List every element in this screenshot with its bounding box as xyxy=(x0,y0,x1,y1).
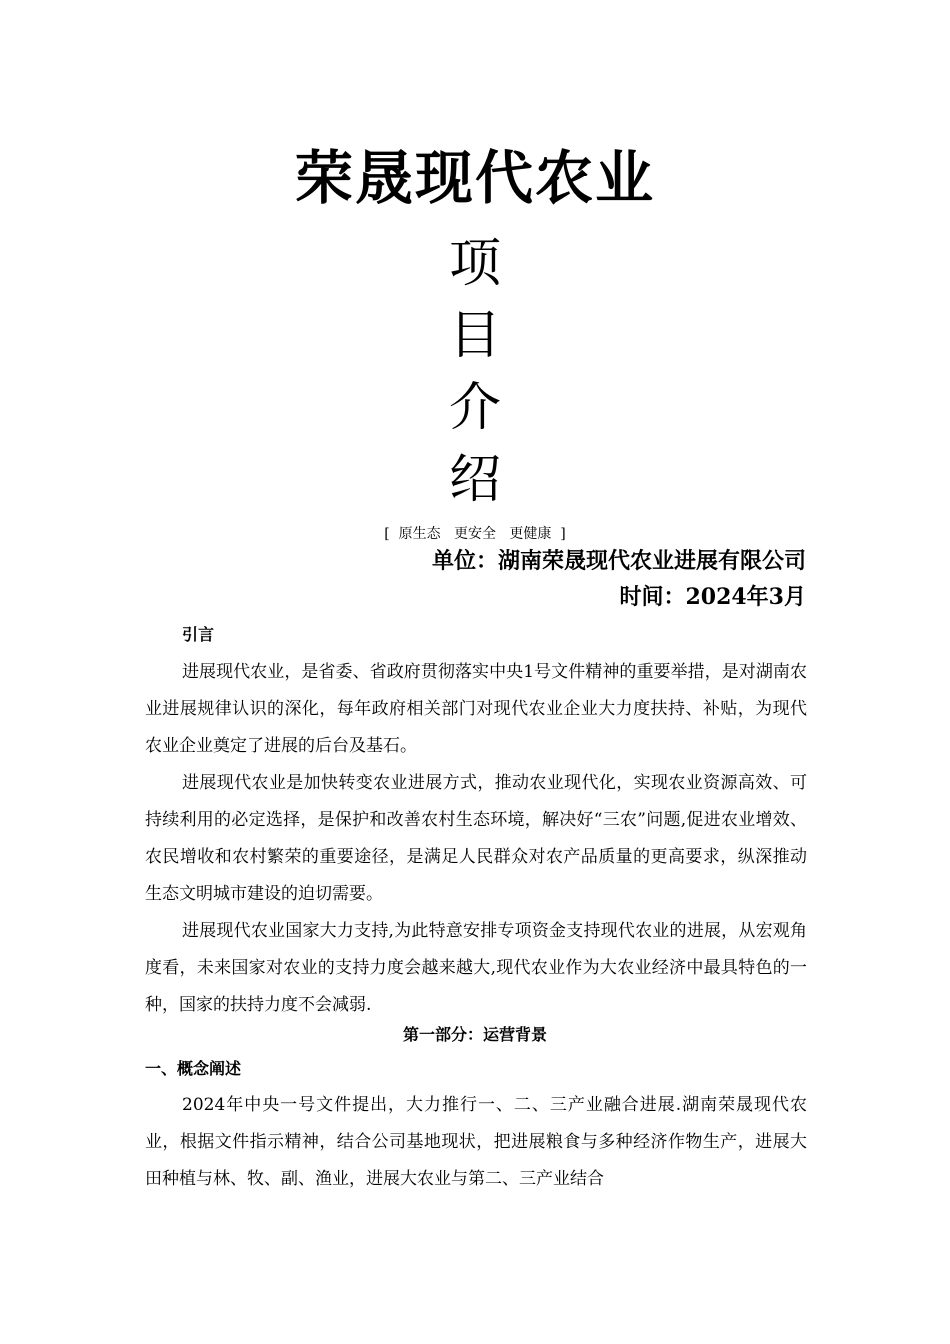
part-heading: 第一部分：运营背景 xyxy=(402,1025,547,1044)
subtitle-char: 介 xyxy=(448,378,501,438)
subtitle-char: 目 xyxy=(448,306,501,366)
intro-paragraph: 进展现代农业国家大力支持,为此特意安排专项资金支持现代农业的进展，从宏观角度看，未来国家对农业的支持力度会越来越大,现代农业作为大农业经济中最具特色的一种，国家的扶持力度不会减弱. xyxy=(145,921,807,1015)
subtitle-char: 绍 xyxy=(448,450,501,510)
subtitle-char: 项 xyxy=(448,234,501,294)
document-date: 时间：2024年3月 xyxy=(619,584,806,610)
slogan: [ 原生态 更安全 更健康 ] xyxy=(384,526,566,542)
intro-heading: 引言 xyxy=(182,625,215,644)
intro-paragraph: 进展现代农业，是省委、省政府贯彻落实中央1号文件精神的重要举措，是对湖南农业进展规律认识的深化，每年政府相关部门对现代农业企业大力度扶持、补贴，为现代农业企业奠定了进展的后台及基石。 xyxy=(145,662,807,756)
section-paragraph: 2024年中央一号文件提出，大力推行一、二、三产业融合进展.湖南荣晟现代农业，根据文件指示精神，结合公司基地现状，把进展粮食与多种经济作物生产，进展大田种植与林、牧、副、渔业，进展大农业与第二、三产业结合 xyxy=(145,1095,807,1189)
company-unit: 单位：湖南荣晟现代农业进展有限公司 xyxy=(431,548,806,574)
section-heading: 一、概念阐述 xyxy=(145,1059,242,1078)
intro-paragraph: 进展现代农业是加快转变农业进展方式，推动农业现代化，实现农业资源高效、可持续利用的必定选择，是保护和改善农村生态环境，解决好“三农”问题,促进农业增效、农民增收和农村繁荣的重要途径，是满足人民群众对农产品质量的更高要求，纵深推动生态文明城市建设的迫切需要。 xyxy=(145,773,807,904)
document-title: 荣晟现代农业 xyxy=(294,144,655,212)
